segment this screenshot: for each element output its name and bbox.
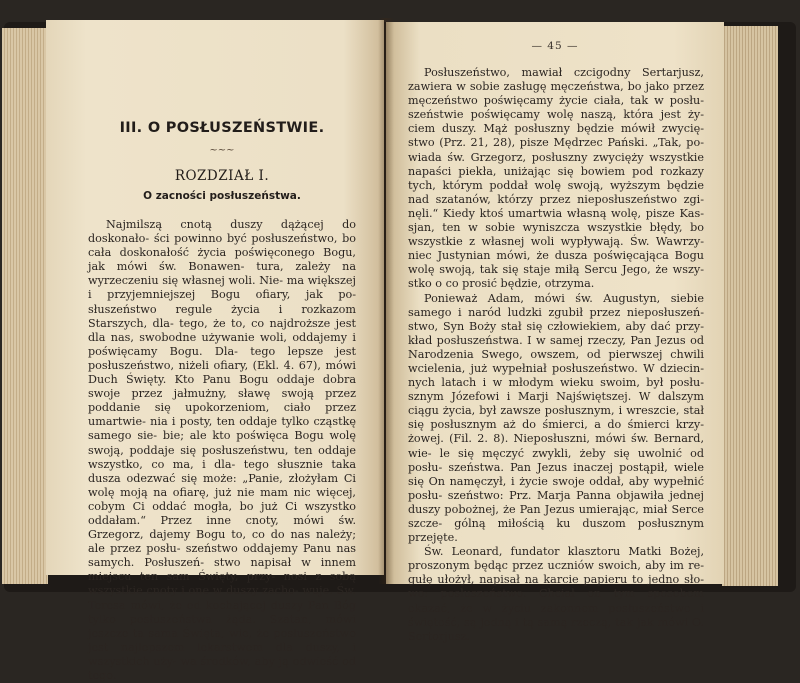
book-gutter — [378, 18, 394, 584]
right-paragraph-3: Św. Leonard, fundator klasztoru Matki Bożej, proszonym będąc przez uczniów swoich, aby im re- gułę ułożył, napisał na karcie papieru to jedno sło- wo: posłuszeństwo. Chciał on tym sposobem okazać, że w życiu zakonnem posłuszeństwo i świętość, są jedną i tą samą rzeczą, tak jak mówi O. Sertorjusz. — [408, 545, 704, 643]
subsection-title: O zacności posłuszeństwa. — [143, 190, 301, 202]
left-paragraph: Najmilszą cnotą duszy dążącej do doskonało- ści powinno być posłuszeństwo, bo cała doskonałość życia poświęconego Bogu, jak mówi św. Bonawen- tura, zależy na wyrzeczeniu się własnej woli. Nie- ma większej i przyjemniejszej Bogu ofiary, jak po- słuszeństwo regule życia i rozkazom Starszych, dla- tego, że to, co najdroższe jest dla nas, swobodne używanie woli, oddajemy i poświęcamy Bogu. Dla- tego lepsze jest posłuszeństwo, niżeli ofiary, (Ekl. 4. 67), mówi Duch Święty. Kto Panu Bogu oddaje dobra swoje przez jałmużny, sławę swoją przez poddanie się upokorzeniom, ciało przez umartwie- nia i posty, ten oddaje tylko cząstkę samego sie- bie; ale kto poświęca Bogu wolę swoją, poddaje się posłuszeństwu, ten oddaje wszystko, co ma, i dla- tego słusznie taka dusza odezwać się może: „Panie, złożyłam Ci wolę moją na ofiarę, już nie mam nic więcej, cobym Ci oddać mogła, bo już Ci wszystko oddałam.“ Przez inne cnoty, mówi św. Grzegorz, dajemy Bogu to, co do nas należy; ale przez posłu- szeństwo oddajemy Panu nas samych. Posłuszeń- stwo napisał w innem miejscu ten sam Święty, przy- nosi z sobą wszystkie cnoty i one w duszy zacho- wuje. Św. Teresa mówi, że od kochającej duszy Pan Bóg tylko posłuszeństwa żąda. Szatan, mówi jeszcze ta sama Święta, wie, że posłuszeństwo jest najlepszem lekarstwem dla duszy, i wszystkich uży- wa środków, aby ją odwieść od tego. — [88, 218, 356, 682]
left-page — [46, 20, 384, 682]
page-edges-left — [2, 28, 48, 584]
right-paragraph-2: Ponieważ Adam, mówi św. Augustyn, siebie samego i naród ludzki zgubił przez nieposłuszeń- stwo, Syn Boży stał się człowiekiem, aby dać przy- kład posłuszeństwa. I w samej rzeczy, Pan Jezus od Narodzenia Swego, owszem, od pierwszej chwili wcielenia, już wypełniał posłuszeństwo. W dziecin- nych latach i w młodym wieku swoim, był posłu- sznym Józefowi i Marji Najświętszej. W dalszym ciągu życia, był zawsze posłusznym, i wreszcie, stał się posłusznym aż do śmierci, a do śmierci krzy- żowej. (Fil. 2. 8). Nieposłuszni, mówi św. Bernard, wie- le się męczyć zwykli, żeby się uwolnić od posłu- szeństwa. Pan Jezus inaczej postąpił, wiele się On namęczył, i życie swoje oddał, aby wypełnić posłu- szeństwo: Prz. Marja Panna objawiła jednej duszy pobożnej, że Pan Jezus umierając, miał Serce szcze- gólną miłością ku duszom posłusznym przejęte. — [408, 291, 704, 545]
chapter-title: III. O POSŁUSZEŃSTWIE. — [119, 120, 325, 136]
left-body — [88, 218, 356, 683]
ornament: ~~~ — [209, 145, 235, 156]
section-title: ROZDZIAŁ I. — [174, 168, 270, 184]
page-edges-right — [722, 26, 778, 586]
page-number: — 45 — — [531, 40, 579, 52]
right-paragraph-1: Posłuszeństwo, mawiał czcigodny Sertarjusz, zawiera w sobie zasługę męczeństwa, bo jako przez męczeństwo poświęcamy życie ciała, tak w posłu- szeństwie poświęcamy wolę naszą, która jest ży- ciem duszy. Mąż posłuszny będzie mówił zwycię- stwo (Prz. 21, 28), pisze Mędrzec Pański. „Tak, po- wiada św. Grzegorz, posłuszny zwycięży wszystkie napaści piekła, uniżając się bowiem pod rozkazy tych, którym poddał wolę swoją, wyższym będzie nad szatanów, którzy przez nieposłuszeństwo zgi- nęli.“ Kiedy ktoś umartwia własną wolę, pisze Kas- sjan, ten w sobie wyniszcza wszystkie błędy, bo wszystkie z własnej woli wypływają. Św. Wawrzy- niec Justynian mówi, że dusza poświęcająca Bogu wolę swoją, tak się staje miłą Sercu Jego, że wszy- stko o co prosić będzie, otrzyma. — [408, 66, 704, 291]
right-page — [386, 22, 724, 643]
right-body — [408, 66, 704, 644]
